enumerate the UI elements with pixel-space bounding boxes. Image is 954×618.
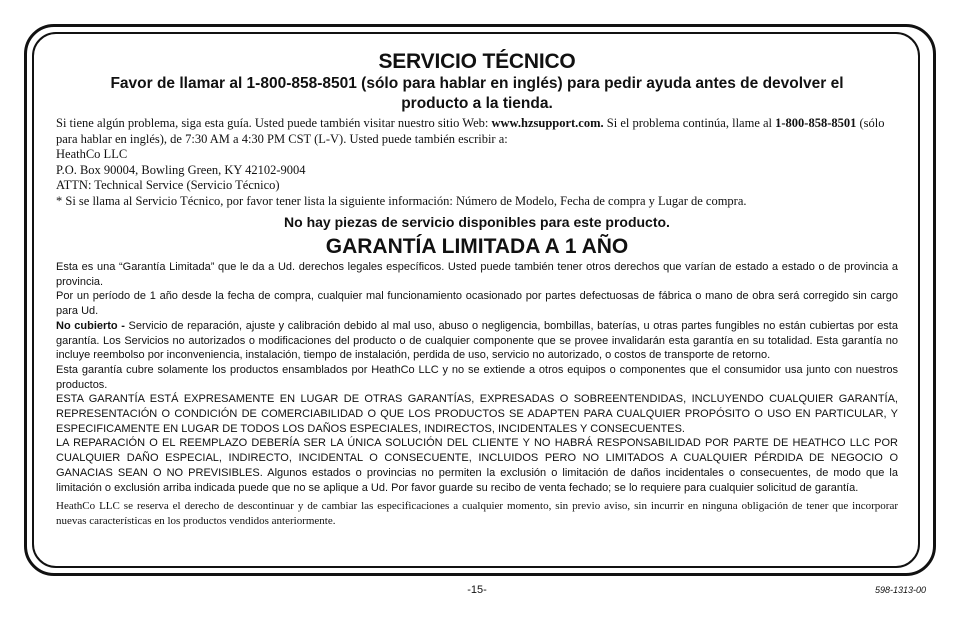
- service-subtitle-line2: producto a la tienda.: [401, 95, 553, 112]
- warranty-paragraph-1: Esta es una “Garantía Limitada” que le da a Ud. derechos legales específicos. Usted puede también tener otros derechos que varían de estado a estado o de provincia a provincia.: [56, 261, 898, 288]
- service-paragraph: [56, 116, 898, 147]
- warranty-paragraph-6: LA REPARACIÓN O EL REEMPLAZO DEBERÍA SER LA ÚNICA SOLUCIÓN DEL CLIENTE Y NO HABRÁ RESPONSABILIDAD POR PARTE DE HEATHCO LLC POR CUALQUIER DAÑO ESPECIAL, INDIRECTO, INCIDENTAL O CONSECUENTE, INCLUIDOS PERO NO LIMITADOS A CUALQUIER PÉRDIDA DE NEGOCIO O GANACIAS SEAN O NO PREVISIBLES. Algunos estados o provincias no permiten la exclusión o limitación de daños incidentales o consecuentes, de modo que la limitación o exclusión arriba indicada puede que no se aplique a Ud. Por favor guarde su recibo de venta fechado; se lo requiere para cualquier solicitud de garantía.: [56, 437, 898, 494]
- service-note: * Si se llama al Servicio Técnico, por favor tener lista la siguiente información: Número de Modelo, Fecha de compra y Lugar de compra.: [56, 193, 747, 208]
- not-covered-text: Servicio de reparación, ajuste y calibración debido al mal uso, abuso o negligencia, bombillas, baterías, u otras partes fungibles no están cubiertas por esta garantía. Los Servicios no autorizados o modificaciones del producto o de cualquier componente que se provee invalidarán esta garantía en su totalidad. Esta garantía no incluye reembolso por inconveniencia, instalación, tiempo de instalación, perdida de uso, servicio no autorizado, o costos de transporte de retorno.: [56, 319, 898, 362]
- warranty-paragraph-2: Por un período de 1 año desde la fecha de compra, cualquier mal funcionamiento ocasionado por partes defectuosas de fábrica o mano de obra será corregido sin cargo para Ud.: [56, 290, 898, 318]
- no-parts-notice: No hay piezas de servicio disponibles para este producto.: [284, 214, 670, 230]
- service-text-b: Si el problema continúa, llame al: [603, 116, 776, 130]
- website-link[interactable]: www.hzsupport.com.: [491, 116, 604, 130]
- service-text-c: (sólo para hablar en inglés), de 7:30 AM a 4:30 PM CST (L-V). Usted puede también escribir a:: [56, 116, 885, 146]
- warranty-title: GARANTÍA LIMITADA A 1 AÑO: [325, 235, 629, 258]
- service-subtitle-line1: Favor de llamar al 1-800-858-8501 (sólo para hablar en inglés) para pedir ayuda antes de devolver el: [110, 75, 844, 92]
- warranty-paragraph-7: HeathCo LLC se reserva el derecho de descontinuar y de cambiar las especificaciones a cualquier momento, sin previo aviso, sin incurrir en ninguna obligación de tener que incorporar nuevas características en los productos vendidos anteriormente.: [56, 500, 898, 527]
- address-attn: ATTN: Technical Service (Servicio Técnico): [56, 178, 280, 192]
- phone-number: 1-800-858-8501: [775, 116, 857, 130]
- warranty-paragraph-3: [56, 319, 898, 363]
- not-covered-label: No cubierto -: [56, 319, 125, 332]
- warranty-paragraph-4: Esta garantía cubre solamente los productos ensamblados por HeathCo LLC y no se extiende a otros equipos o componentes que el consumidor usa junto con nuestros productos.: [56, 363, 898, 391]
- service-text-a: Si tiene algún problema, siga esta guía. Usted puede también visitar nuestro sitio Web:: [56, 116, 492, 130]
- warranty-paragraph-5: ESTA GARANTÍA ESTÁ EXPRESAMENTE EN LUGAR DE OTRAS GARANTÍAS, EXPRESADAS O SOBREENTENDIDAS, INCLUYENDO CUALQUIER GARANTÍA, REPRESENTACIÓN O CONDICIÓN DE COMERCIABILIDAD O QUE LOS PRODUCTOS SE ADAPTEN PARA CUALQUIER PROPÓSITO O USO EN PARTICULAR, Y ESPECIFICAMENTE EN LUGAR DE TODOS LOS DAÑOS ESPECIALES, INDIRECTOS, INCIDENTALES Y CONSECUENTES.: [56, 393, 898, 435]
- document-body: [56, 50, 898, 528]
- address-po-box: P.O. Box 90004, Bowling Green, KY 42102-9004: [56, 162, 306, 177]
- service-title: SERVICIO TÉCNICO: [378, 50, 576, 73]
- document-code: 598-1313-00: [874, 585, 926, 595]
- address-company: HeathCo LLC: [56, 147, 128, 161]
- page-number: -15-: [467, 584, 487, 596]
